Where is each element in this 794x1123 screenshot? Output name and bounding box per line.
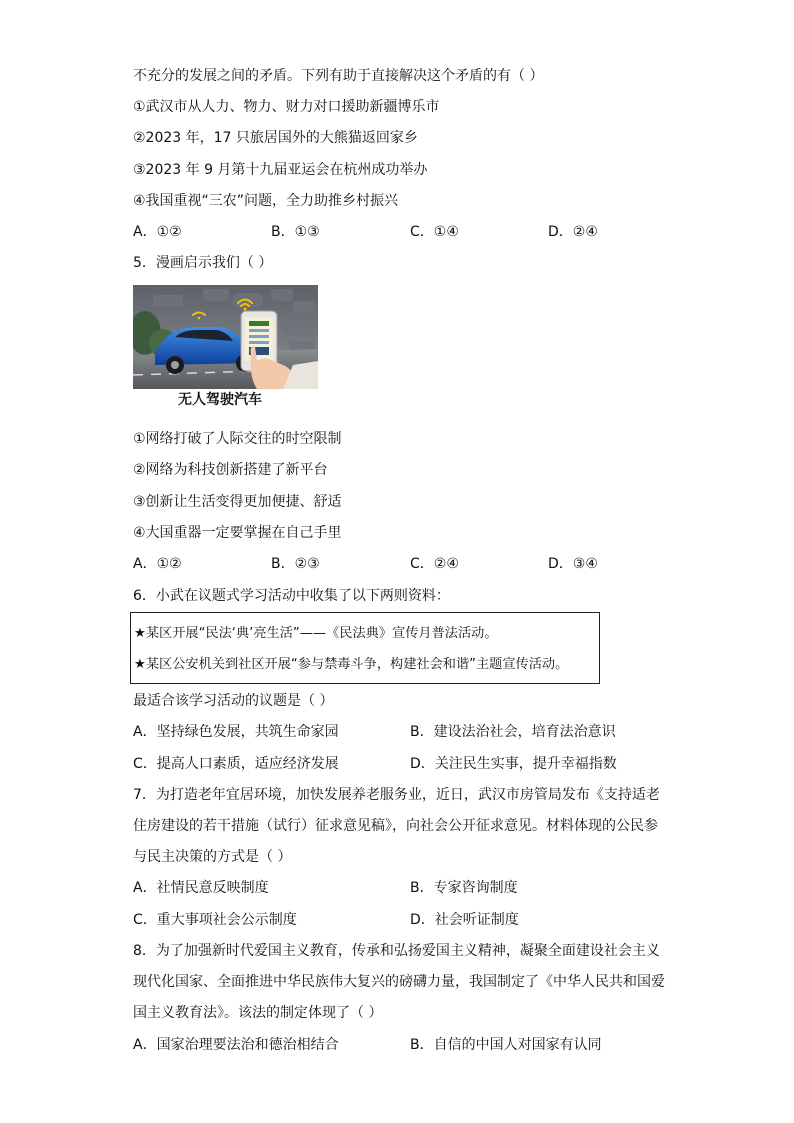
q6-material-box bbox=[130, 612, 600, 684]
q5-item-4: ④大国重器一定要掌握在自己手里 bbox=[133, 525, 342, 541]
q4-item-4: ④我国重视“三农”问题，全力助推乡村振兴 bbox=[133, 193, 399, 209]
q5-item-2: ②网络为科技创新搭建了新平台 bbox=[133, 462, 328, 478]
q5-option-c: C．②④ bbox=[410, 556, 459, 572]
q7-option-d: D．社会听证制度 bbox=[410, 912, 519, 928]
q6-stem: 6．小武在议题式学习活动中收集了以下两则资料： bbox=[133, 588, 450, 604]
q7-stem-line-3: 与民主决策的方式是（ ） bbox=[133, 849, 292, 865]
q5-stem: 5．漫画启示我们（ ） bbox=[133, 255, 273, 271]
q6-option-d: D．关注民生实事，提升幸福指数 bbox=[410, 756, 617, 772]
q8-stem-line-2: 现代化国家、全面推进中华民族伟大复兴的磅礴力量，我国制定了《中华人民共和国爱 bbox=[133, 974, 665, 990]
q4-option-d: D．②④ bbox=[548, 224, 598, 240]
q5-option-a: A．①② bbox=[133, 556, 182, 572]
q5-item-1: ①网络打破了人际交往的时空限制 bbox=[133, 431, 342, 447]
q4-option-b: B．①③ bbox=[271, 224, 320, 240]
q6-option-b: B．建设法治社会，培育法治意识 bbox=[410, 724, 616, 740]
q5-option-b: B．②③ bbox=[271, 556, 320, 572]
q7-stem-line-2: 住房建设的若干措施（试行）征求意见稿》，向社会公开征求意见。材料体现的公民参 bbox=[133, 818, 658, 834]
q7-option-c: C．重大事项社会公示制度 bbox=[133, 912, 297, 928]
q6-option-a: A．坚持绿色发展，共筑生命家园 bbox=[133, 724, 339, 740]
driverless-car-illustration bbox=[133, 285, 318, 389]
q7-option-b: B．专家咨询制度 bbox=[410, 880, 518, 896]
q8-stem-line-3: 国主义教育法》。该法的制定体现了（ ） bbox=[133, 1005, 383, 1021]
q4-option-a: A．①② bbox=[133, 224, 182, 240]
q8-option-a: A．国家治理要法治和德治相结合 bbox=[133, 1037, 339, 1053]
q4-stem-tail: 不充分的发展之间的矛盾。下列有助于直接解决这个矛盾的有（ ） bbox=[133, 68, 544, 84]
q6-material-2: ★某区公安机关到社区开展“参与禁毒斗争，构建社会和谐”主题宣传活动。 bbox=[134, 657, 569, 672]
cartoon-caption: 无人驾驶汽车 bbox=[178, 392, 262, 408]
q7-option-a: A．社情民意反映制度 bbox=[133, 880, 269, 896]
q8-stem-line-1: 8．为了加强新时代爱国主义教育，传承和弘扬爱国主义精神，凝聚全面建设社会主义 bbox=[133, 943, 660, 959]
q5-item-3: ③创新让生活变得更加便捷、舒适 bbox=[133, 494, 342, 510]
cartoon-driverless-car-image bbox=[133, 285, 318, 389]
q5-option-d: D．③④ bbox=[548, 556, 598, 572]
q4-option-c: C．①④ bbox=[410, 224, 459, 240]
q4-item-1: ①武汉市从人力、物力、财力对口援助新疆博乐市 bbox=[133, 99, 440, 115]
q4-item-2: ②2023 年，17 只旅居国外的大熊猫返回家乡 bbox=[133, 130, 418, 146]
q6-option-c: C．提高人口素质，适应经济发展 bbox=[133, 756, 339, 772]
q8-option-b: B．自信的中国人对国家有认同 bbox=[410, 1037, 602, 1053]
q6-question: 最适合该学习活动的议题是（ ） bbox=[133, 693, 334, 709]
q7-stem-line-1: 7．为打造老年宜居环境，加快发展养老服务业，近日，武汉市房管局发布《支持适老 bbox=[133, 787, 660, 803]
q6-material-1: ★某区开展“民法‘典’亮生活”——《民法典》宣传月普法活动。 bbox=[134, 626, 498, 641]
q4-item-3: ③2023 年 9 月第十九届亚运会在杭州成功举办 bbox=[133, 162, 428, 178]
